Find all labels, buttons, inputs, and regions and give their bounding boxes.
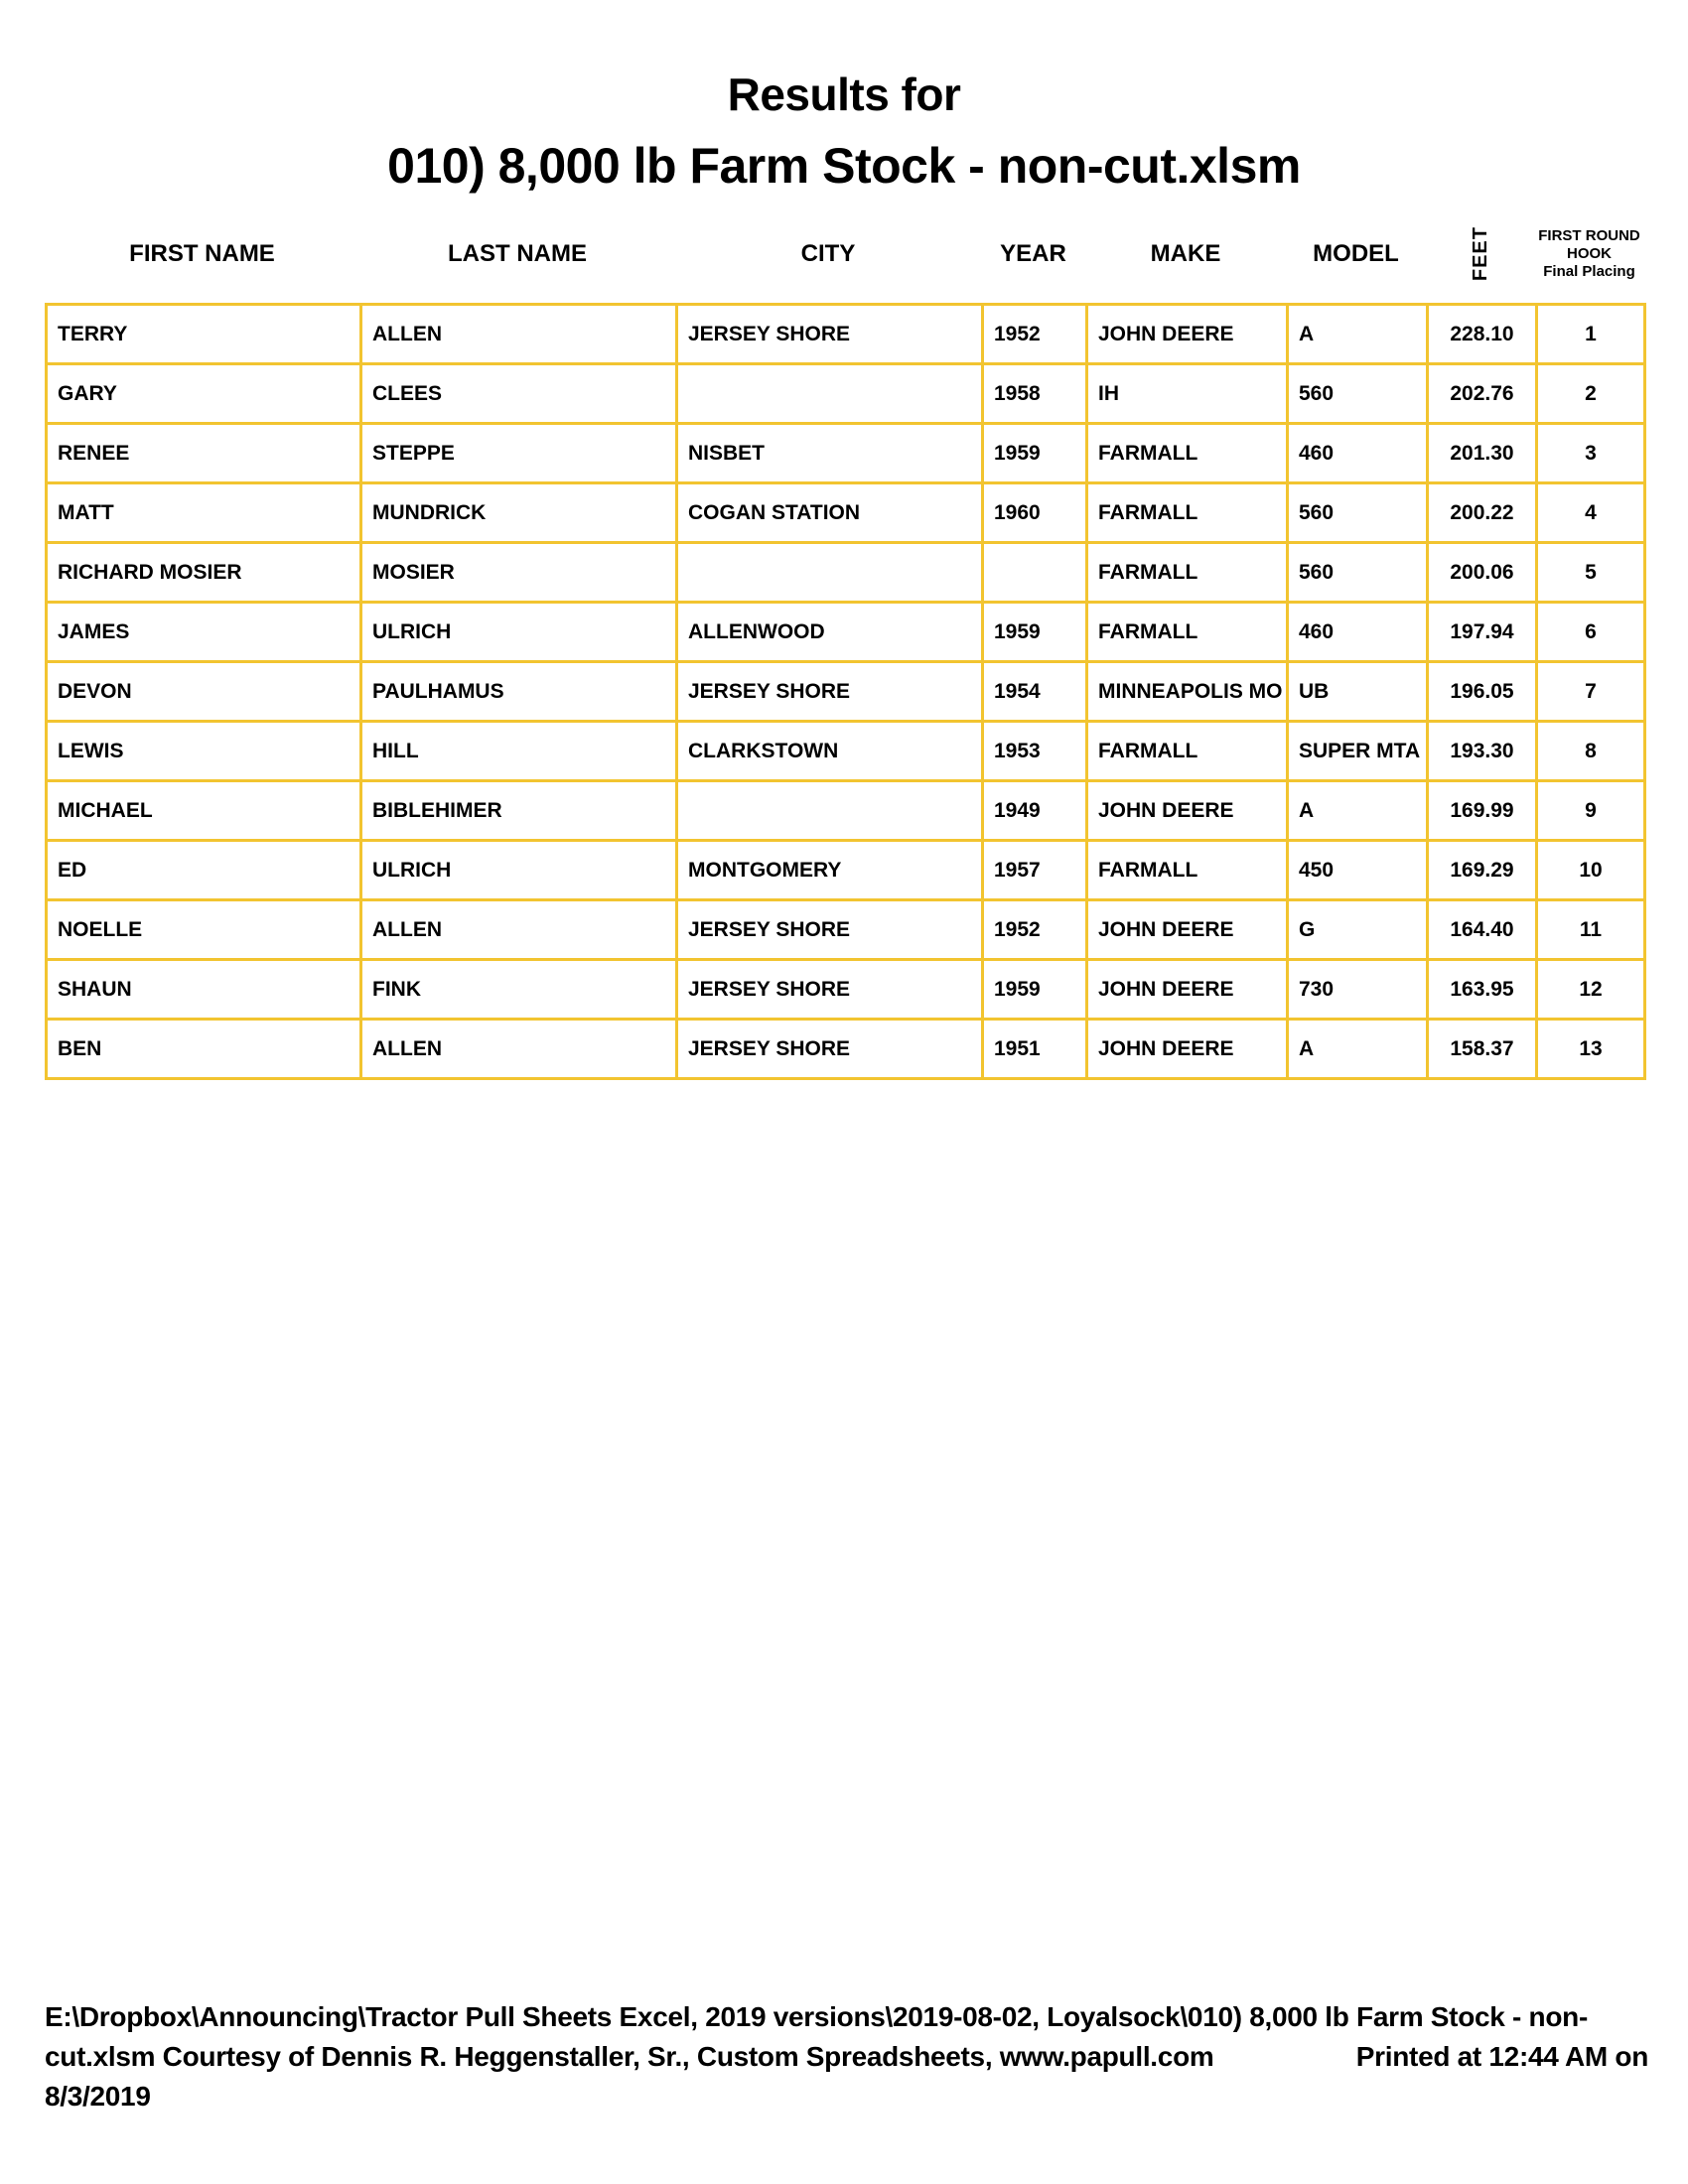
column-header-make: MAKE — [1150, 240, 1221, 267]
cell-feet: 200.06 — [1428, 543, 1537, 603]
cell-feet: 158.37 — [1428, 1020, 1537, 1079]
hook-header-line2: HOOK — [1567, 245, 1612, 262]
cell-make: MINNEAPOLIS MO — [1087, 662, 1288, 722]
cell-last-name: FINK — [361, 960, 677, 1020]
cell-feet: 200.22 — [1428, 483, 1537, 543]
cell-placing: 13 — [1537, 1020, 1645, 1079]
cell-year: 1953 — [983, 722, 1087, 781]
cell-first-name: GARY — [47, 364, 361, 424]
cell-feet: 193.30 — [1428, 722, 1537, 781]
cell-first-name: MATT — [47, 483, 361, 543]
cell-feet: 202.76 — [1428, 364, 1537, 424]
cell-feet: 196.05 — [1428, 662, 1537, 722]
table-row — [47, 900, 1645, 960]
table-row — [47, 960, 1645, 1020]
cell-placing: 3 — [1537, 424, 1645, 483]
cell-city: JERSEY SHORE — [677, 900, 983, 960]
cell-city: COGAN STATION — [677, 483, 983, 543]
table-row — [47, 364, 1645, 424]
cell-city: JERSEY SHORE — [677, 1020, 983, 1079]
table-row — [47, 841, 1645, 900]
cell-city: JERSEY SHORE — [677, 305, 983, 364]
cell-last-name: ALLEN — [361, 900, 677, 960]
cell-feet: 163.95 — [1428, 960, 1537, 1020]
column-header-row — [45, 208, 1643, 300]
cell-model: UB — [1288, 662, 1428, 722]
cell-city: JERSEY SHORE — [677, 662, 983, 722]
cell-model: 460 — [1288, 603, 1428, 662]
cell-year: 1952 — [983, 305, 1087, 364]
cell-first-name: MICHAEL — [47, 781, 361, 841]
hook-header-line1: FIRST ROUND — [1538, 227, 1640, 244]
cell-make: FARMALL — [1087, 424, 1288, 483]
cell-make: JOHN DEERE — [1087, 1020, 1288, 1079]
cell-model: 730 — [1288, 960, 1428, 1020]
cell-placing: 6 — [1537, 603, 1645, 662]
page-title-line2: 010) 8,000 lb Farm Stock - non-cut.xlsm — [387, 138, 1301, 194]
cell-first-name: TERRY — [47, 305, 361, 364]
table-row — [47, 305, 1645, 364]
cell-year: 1949 — [983, 781, 1087, 841]
cell-city: JERSEY SHORE — [677, 960, 983, 1020]
cell-make: JOHN DEERE — [1087, 781, 1288, 841]
column-header-final-placing — [1535, 227, 1643, 281]
cell-feet: 197.94 — [1428, 603, 1537, 662]
cell-last-name: ALLEN — [361, 305, 677, 364]
cell-first-name: RENEE — [47, 424, 361, 483]
cell-last-name: MUNDRICK — [361, 483, 677, 543]
cell-make: FARMALL — [1087, 603, 1288, 662]
cell-make: IH — [1087, 364, 1288, 424]
cell-last-name: MOSIER — [361, 543, 677, 603]
table-row — [47, 424, 1645, 483]
cell-year: 1960 — [983, 483, 1087, 543]
cell-model: SUPER MTA — [1288, 722, 1428, 781]
cell-make: JOHN DEERE — [1087, 900, 1288, 960]
cell-placing: 5 — [1537, 543, 1645, 603]
cell-make: FARMALL — [1087, 543, 1288, 603]
cell-year: 1951 — [983, 1020, 1087, 1079]
cell-first-name: RICHARD MOSIER — [47, 543, 361, 603]
column-header-year: YEAR — [1000, 240, 1066, 267]
cell-first-name: ED — [47, 841, 361, 900]
column-header-city: CITY — [800, 240, 856, 267]
cell-make: FARMALL — [1087, 841, 1288, 900]
cell-model: 560 — [1288, 483, 1428, 543]
cell-city — [677, 364, 983, 424]
cell-model: G — [1288, 900, 1428, 960]
cell-year: 1959 — [983, 603, 1087, 662]
page-footer — [45, 1997, 1648, 2116]
cell-placing: 9 — [1537, 781, 1645, 841]
cell-placing: 11 — [1537, 900, 1645, 960]
footer-courtesy-text: cut.xlsm Courtesy of Dennis R. Heggenstaller, Sr., Custom Spreadsheets, www.papull.com — [45, 2041, 1214, 2072]
cell-model: A — [1288, 305, 1428, 364]
results-table — [45, 303, 1646, 1080]
cell-year: 1959 — [983, 424, 1087, 483]
cell-city: ALLENWOOD — [677, 603, 983, 662]
cell-last-name: PAULHAMUS — [361, 662, 677, 722]
cell-placing: 2 — [1537, 364, 1645, 424]
table-row — [47, 781, 1645, 841]
column-header-first-name: FIRST NAME — [129, 240, 275, 267]
cell-last-name: ALLEN — [361, 1020, 677, 1079]
hook-header-line3: Final Placing — [1543, 263, 1635, 280]
cell-make: JOHN DEERE — [1087, 960, 1288, 1020]
cell-first-name: LEWIS — [47, 722, 361, 781]
cell-year: 1957 — [983, 841, 1087, 900]
cell-feet: 228.10 — [1428, 305, 1537, 364]
table-row — [47, 483, 1645, 543]
cell-first-name: DEVON — [47, 662, 361, 722]
cell-year — [983, 543, 1087, 603]
cell-year: 1952 — [983, 900, 1087, 960]
cell-first-name: JAMES — [47, 603, 361, 662]
cell-model: 450 — [1288, 841, 1428, 900]
cell-feet: 169.99 — [1428, 781, 1537, 841]
cell-first-name: BEN — [47, 1020, 361, 1079]
cell-placing: 10 — [1537, 841, 1645, 900]
feet-rotated-label: FEET — [1469, 226, 1491, 282]
cell-last-name: STEPPE — [361, 424, 677, 483]
cell-placing: 7 — [1537, 662, 1645, 722]
cell-feet: 169.29 — [1428, 841, 1537, 900]
cell-first-name: NOELLE — [47, 900, 361, 960]
table-row — [47, 543, 1645, 603]
cell-make: JOHN DEERE — [1087, 305, 1288, 364]
footer-filepath-line: E:\Dropbox\Announcing\Tractor Pull Sheets Excel, 2019 versions\2019-08-02, Loyalsock\010) 8,000 lb Farm Stock - non- — [45, 2001, 1588, 2032]
cell-feet: 201.30 — [1428, 424, 1537, 483]
cell-city — [677, 781, 983, 841]
cell-city: NISBET — [677, 424, 983, 483]
footer-printed-at: Printed at 12:44 AM on — [1355, 2041, 1648, 2072]
cell-model: 460 — [1288, 424, 1428, 483]
column-header-model: MODEL — [1313, 240, 1399, 267]
cell-city: CLARKSTOWN — [677, 722, 983, 781]
cell-last-name: HILL — [361, 722, 677, 781]
column-header-last-name: LAST NAME — [448, 240, 587, 267]
cell-city — [677, 543, 983, 603]
cell-year: 1954 — [983, 662, 1087, 722]
cell-make: FARMALL — [1087, 722, 1288, 781]
cell-placing: 1 — [1537, 305, 1645, 364]
table-row — [47, 1020, 1645, 1079]
cell-first-name: SHAUN — [47, 960, 361, 1020]
cell-feet: 164.40 — [1428, 900, 1537, 960]
cell-model: A — [1288, 1020, 1428, 1079]
table-row — [47, 662, 1645, 722]
cell-model: A — [1288, 781, 1428, 841]
cell-model: 560 — [1288, 364, 1428, 424]
cell-last-name: BIBLEHIMER — [361, 781, 677, 841]
column-header-feet — [1426, 226, 1535, 281]
cell-placing: 4 — [1537, 483, 1645, 543]
table-row — [47, 722, 1645, 781]
cell-model: 560 — [1288, 543, 1428, 603]
cell-last-name: ULRICH — [361, 603, 677, 662]
cell-last-name: CLEES — [361, 364, 677, 424]
footer-print-date: 8/3/2019 — [45, 2081, 151, 2112]
table-row — [47, 603, 1645, 662]
cell-year: 1959 — [983, 960, 1087, 1020]
page-title-line1: Results for — [727, 68, 961, 120]
footer-courtesy-line — [45, 2037, 1648, 2077]
cell-placing: 12 — [1537, 960, 1645, 1020]
cell-make: FARMALL — [1087, 483, 1288, 543]
cell-last-name: ULRICH — [361, 841, 677, 900]
cell-year: 1958 — [983, 364, 1087, 424]
cell-city: MONTGOMERY — [677, 841, 983, 900]
cell-placing: 8 — [1537, 722, 1645, 781]
